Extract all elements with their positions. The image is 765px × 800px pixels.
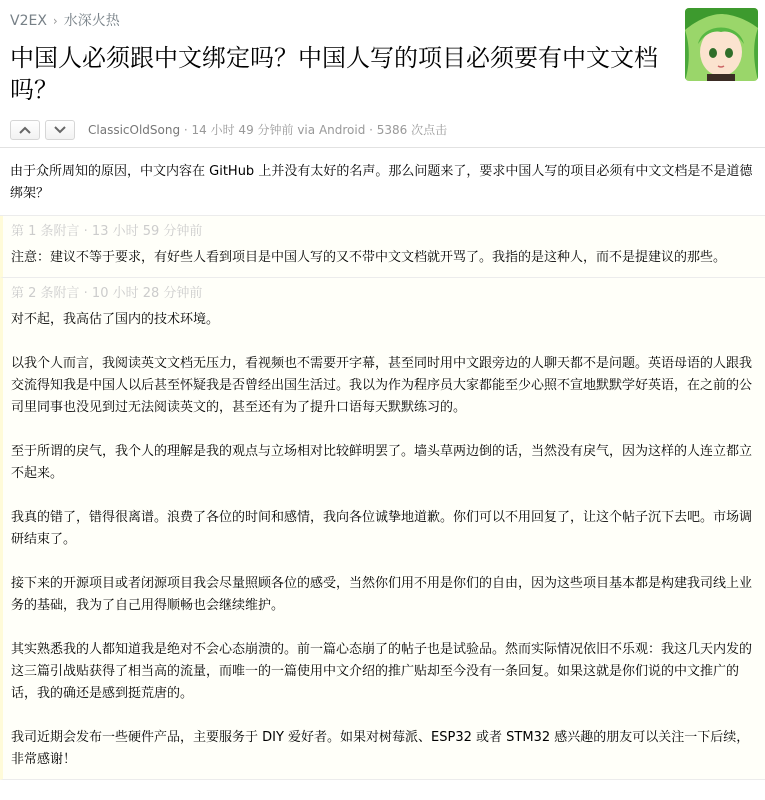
- topic-meta: [88, 121, 447, 138]
- upvote-button[interactable]: [10, 120, 40, 140]
- appendix-header: 第 1 条附言 · 13 小时 59 分钟前: [11, 224, 203, 239]
- breadcrumb-node-link[interactable]: 水深火热: [63, 13, 120, 29]
- appendix-paragraph: 我真的错了，错得很离谱。浪费了各位的时间和感情，我向各位诚挚地道歉。你们可以不用回复了，让这个帖子沉下去吧。市场调研结束了。: [11, 510, 753, 547]
- breadcrumb-separator: ›: [52, 14, 58, 28]
- appendix-paragraph: 我司近期会发布一些硬件产品，主要服务于 DIY 爱好者。如果对树莓派、ESP32 或者 STM32 感兴趣的朋友可以关注一下后续，非常感谢！: [11, 730, 750, 767]
- vote-buttons: [10, 120, 75, 140]
- appendix-paragraph: 以我个人而言，我阅读英文文档无压力，看视频也不需要开字幕，甚至同时用中文跟旁边的人聊天都不是问题。英语母语的人跟我交流得知我是中国人以后甚至怀疑我是否曾经出国生活过。我以为作为程序员大家都能至少心照不宣地默默学好英语，在之前的公司里同事也没见到过无法阅读英文的，甚至还有为了提升口语每天默默练习的。: [11, 356, 753, 415]
- breadcrumb-site-link[interactable]: V2EX: [10, 13, 47, 29]
- topic-content: 由于众所周知的原因，中文内容在 GitHub 上并没有太好的名声。那么问题来了，要求中国人写的项目必须有中文文档是不是道德绑架？: [0, 148, 765, 216]
- appendix-body: [11, 309, 753, 771]
- author-link[interactable]: ClassicOldSong: [88, 123, 181, 137]
- appendix-body: [11, 247, 753, 269]
- downvote-button[interactable]: [45, 120, 75, 140]
- appendix-paragraph: 对不起，我高估了国内的技术环境。: [11, 312, 220, 327]
- appendix-header: 第 2 条附言 · 10 小时 28 分钟前: [11, 286, 203, 301]
- breadcrumb: [10, 10, 120, 30]
- appendix-paragraph: 至于所谓的戾气，我个人的理解是我的观点与立场相对比较鲜明罢了。墙头草两边倒的话，当然没有戾气，因为这样的人连立都立不起来。: [11, 444, 753, 481]
- appendix-paragraph: 其实熟悉我的人都知道我是绝对不会心态崩溃的。前一篇心态崩了的帖子也是试验品。然而实际情况依旧不乐观：我这几天内发的这三篇引战贴获得了相当高的流量，而唯一的一篇使用中文介绍的推广贴却至今没有一条回复。如果这就是你们说的中文推广的话，我的确还是感到挺荒唐的。: [11, 642, 753, 701]
- appendix-paragraph: 注意：建议不等于要求，有好些人看到项目是中国人写的又不带中文文档就开骂了。我指的是这种人，而不是提建议的那些。: [11, 250, 727, 265]
- page-title: 中国人必须跟中文绑定吗？中国人写的项目必须要有中文文档吗？: [10, 44, 658, 104]
- appendix-1: [0, 216, 765, 278]
- author-avatar[interactable]: [685, 8, 758, 81]
- chevron-down-icon: [54, 126, 66, 134]
- appendix-paragraph: 接下来的开源项目或者闭源项目我会尽量照顾各位的感受，当然你们用不用是你们的自由，因为这些项目基本都是构建我司线上业务的基础，我为了自己用得顺畅也会继续维护。: [11, 576, 753, 613]
- topic-header: [0, 0, 765, 148]
- topic-meta-info: · 14 小时 49 分钟前 via Android · 5386 次点击: [180, 123, 448, 137]
- appendix-2: [0, 278, 765, 780]
- chevron-up-icon: [19, 126, 31, 134]
- avatar-image: [685, 8, 758, 81]
